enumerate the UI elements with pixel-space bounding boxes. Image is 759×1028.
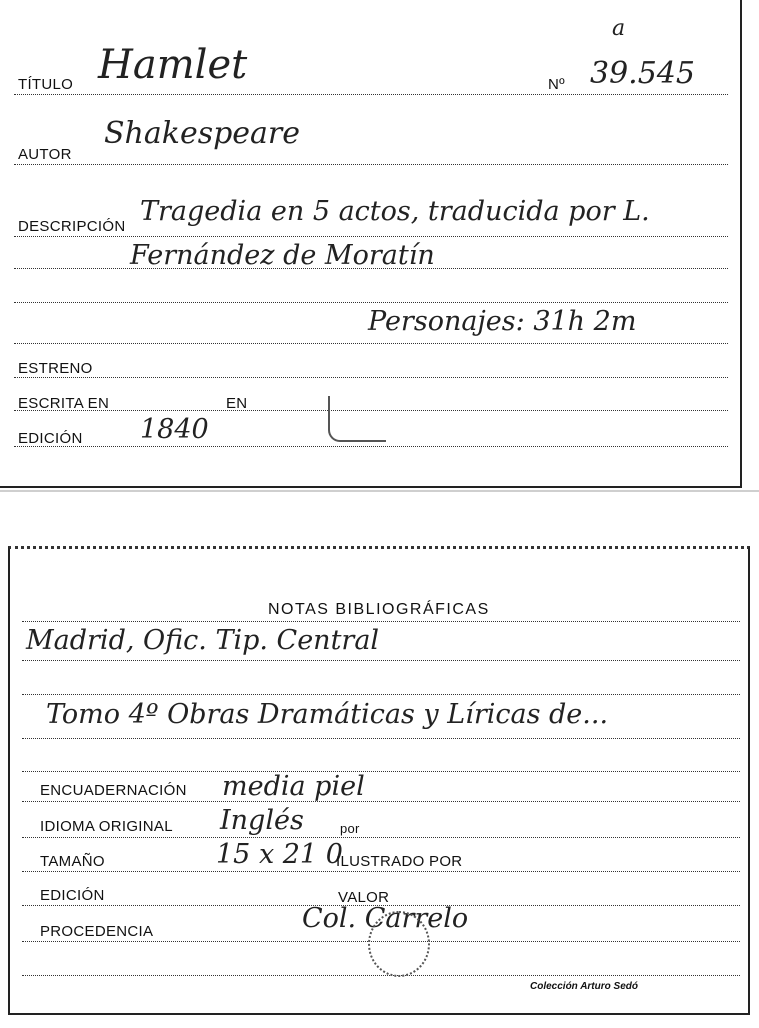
estreno-rule: [14, 377, 728, 378]
idioma-label: IDIOMA ORIGINAL: [40, 818, 173, 835]
tamano-label: TAMAÑO: [40, 853, 105, 870]
tamano-rule: [22, 871, 740, 872]
notas-title: NOTAS BIBLIOGRÁFICAS: [268, 601, 490, 618]
bottom-catalog-card: [8, 546, 750, 1015]
por-label: por: [340, 821, 360, 836]
descripcion-rule-1: [14, 236, 728, 237]
autor-label: AUTOR: [18, 146, 72, 163]
titulo-label: TÍTULO: [18, 76, 74, 93]
escrita-label: ESCRITA EN: [18, 395, 110, 412]
notas-rule-2: [22, 660, 740, 661]
edicion-label: EDICIÓN: [18, 430, 83, 447]
autor-value: Shakespeare: [104, 116, 301, 151]
notes-line2: Tomo 4º Obras Dramáticas y Líricas de...: [46, 699, 609, 730]
descripcion-line2: Fernández de Moratín: [130, 240, 435, 271]
encuadernacion-label: ENCUADERNACIÓN: [40, 782, 187, 799]
descripcion-line1: Tragedia en 5 actos, traducida por L.: [140, 196, 650, 227]
estreno-label: ESTRENO: [18, 360, 93, 377]
procedencia-value: Col. Carrelo: [302, 903, 469, 934]
top-catalog-card: [0, 0, 742, 488]
card-separator: [0, 490, 759, 492]
descripcion-rule-2: [14, 268, 728, 269]
notas-rule-4: [22, 738, 740, 739]
notas-rule-3: [22, 694, 740, 695]
corner-mark: a: [612, 16, 626, 41]
valor-label: VALOR: [338, 889, 390, 906]
en-label: EN: [226, 395, 248, 412]
collection-footer: Colección Arturo Sedó: [530, 981, 638, 992]
notas-rule-1: [22, 621, 740, 622]
notes-line1: Madrid, Ofic. Tip. Central: [26, 625, 380, 656]
descripcion-label: DESCRIPCIÓN: [18, 218, 126, 235]
numero-label: Nº: [548, 76, 565, 93]
ilustrado-label: ILUSTRADO POR: [336, 853, 463, 870]
idioma-rule: [22, 837, 740, 838]
idioma-value: Inglés: [220, 805, 304, 836]
titulo-value: Hamlet: [98, 42, 248, 88]
numero-value: 39.545: [590, 56, 695, 91]
procedencia-label: PROCEDENCIA: [40, 923, 154, 940]
bottom-rule: [22, 975, 740, 976]
descripcion-rule-4: [14, 343, 728, 344]
encuadernacion-rule: [22, 801, 740, 802]
edicion-rule: [14, 446, 728, 447]
descripcion-rule-3: [14, 302, 728, 303]
tamano-value: 15 x 21 0: [216, 839, 343, 870]
notas-rule-5: [22, 771, 740, 772]
library-stamp: [368, 911, 430, 977]
stamp-fragment: [328, 396, 386, 442]
autor-rule: [14, 164, 728, 165]
encuadernacion-value: media piel: [222, 771, 365, 802]
personajes-note: Personajes: 31h 2m: [368, 306, 637, 337]
edicion-value: 1840: [140, 414, 209, 445]
edicion2-label: EDICIÓN: [40, 887, 105, 904]
titulo-rule: [14, 94, 728, 95]
